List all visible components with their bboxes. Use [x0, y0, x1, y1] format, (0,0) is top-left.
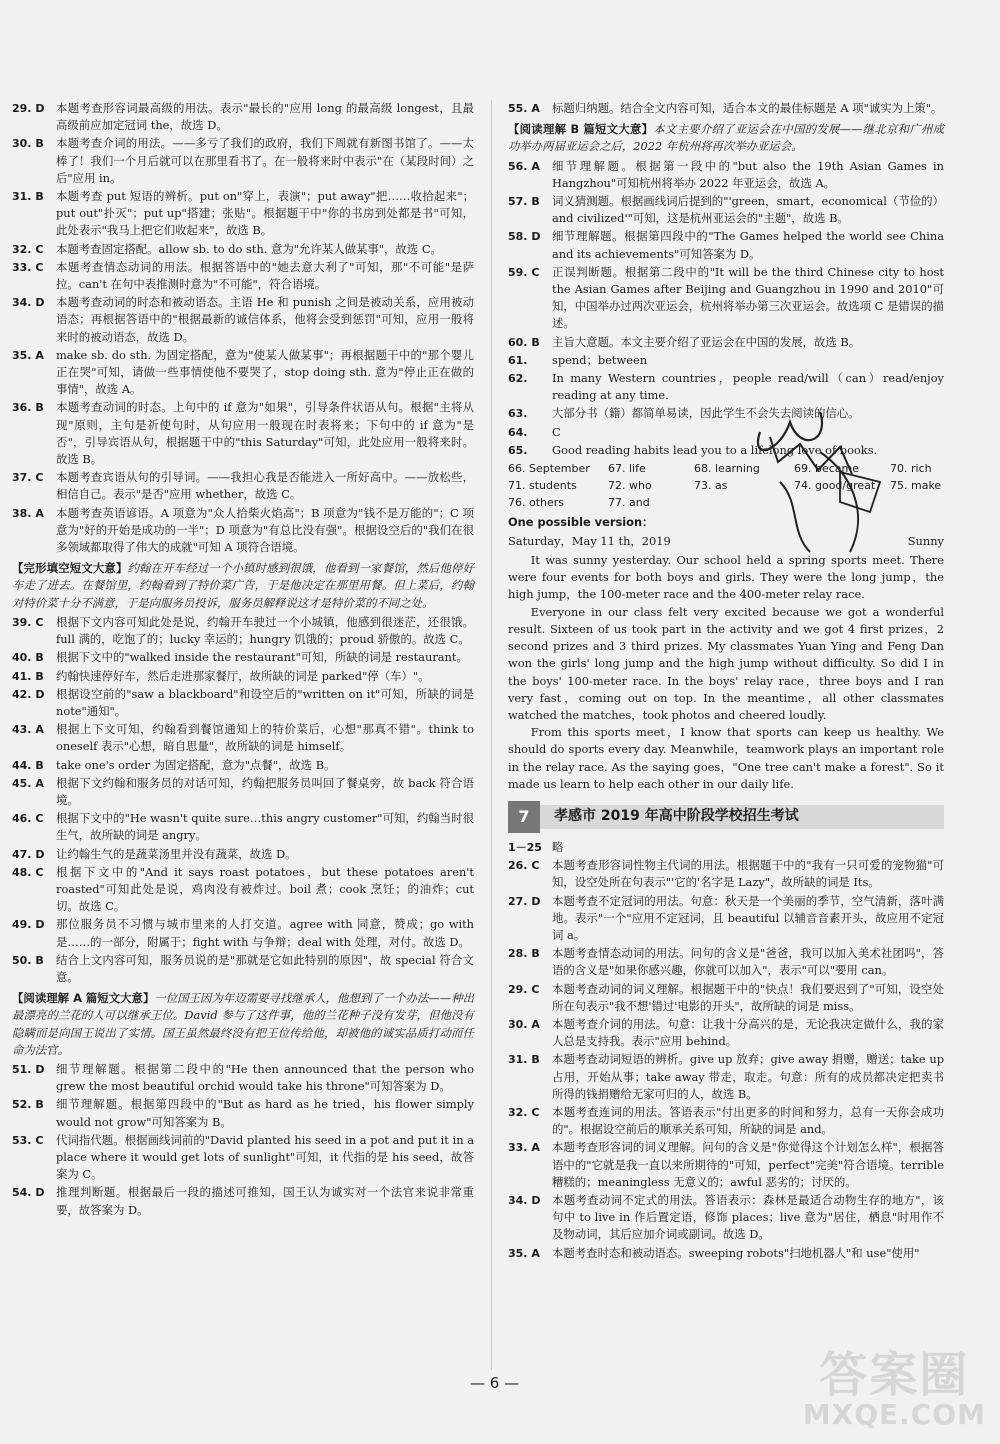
answer-item — [12, 649, 474, 666]
answer-number: 1－25 — [508, 840, 542, 854]
answer-item — [12, 469, 474, 503]
answer-list-4 — [508, 100, 944, 117]
answer-text: 根据设空前的"saw a blackboard"和设空后的"written on it"可知，所缺的词是 note"通知"。 — [56, 686, 474, 718]
answer-item — [12, 135, 474, 187]
banner-number: 7 — [508, 801, 540, 833]
essay-paragraph: Everyone in our class felt very excited because we got a wonderful result. Sixteen of us took part in the activity and we got 4 first prizes，2 second prizes and 3 third prizes. My classmates Yuan Ying and Feng Dan won the girls' long jump and the high jump without difficulty. So did I in the boys' 100-meter race. In the boys' relay race，three boys and I ran very fast，coming out on top. In the meantime，all other classmates watched the matches，took photos and cheered loudly. — [508, 604, 944, 722]
answer-text: 本题考查宾语从句的引导词。——我担心我是否能进入一所好高中。——放松些，相信自己。表示"是否"应用 whether，故选 C。 — [56, 470, 474, 502]
answer-number: 40. B — [12, 651, 44, 665]
answer-item — [508, 1016, 944, 1050]
answer-text: 细节理解题。根据第四段中的"But as hard as he tried，his flower simply would not grow"可知答案为 B。 — [56, 1097, 474, 1129]
answer-number: 32. C — [12, 242, 44, 256]
answer-number: 41. B — [12, 669, 44, 683]
answer-text: 本题考查形容词的词义理解。问句的含义是"你觉得这个计划怎么样"，根据答语中的"它就是我一直以来所期待的"可知，perfect"完美"符合语境。terrible 糟糕的；meaningless 无意义的；awful 恶劣的；讨厌的。 — [552, 1140, 944, 1189]
answer-text: 本题考查介词的用法。——多亏了我们的政府，我们下周就有新图书馆了。——太棒了！我们一个月后就可以在那里看书了。在一般将来时中表示"在（某段时间）之后"应用 in。 — [56, 136, 474, 185]
answer-text: 本题考查动词的时态。上句中的 if 意为"如果"，引导条件状语从句。根据"主将从现"原则，主句是祈使句时，从句应用一般现在时表将来；下句中的 if 意为"是否"，引导宾语从句，根据题干中的"this Saturday"可知，此处应用一般将来时。故选 B。 — [56, 400, 474, 467]
handwritten-stamp — [720, 392, 900, 572]
reading-a-summary — [12, 990, 474, 1059]
answer-text: take one's order 为固定搭配，意为"点餐"，故选 B。 — [56, 757, 336, 772]
answer-text: 词义猜测题。根据画线词后提到的"'green，smart，economical（节俭的）and civilized'"可知，这是杭州亚运会的"主题"，故选 B。 — [552, 194, 944, 226]
answer-number: 31. B — [12, 190, 44, 204]
answer-item — [12, 846, 474, 863]
blank-answer: 72. who — [608, 479, 652, 493]
blank-answer: 74. good/great — [794, 479, 876, 493]
watermark-bottom: MXQE.COM — [802, 1398, 986, 1431]
answer-number: 48. C — [12, 865, 44, 879]
answer-number: 50. B — [12, 953, 44, 967]
answer-number: 60. B — [508, 335, 540, 349]
answer-number: 37. C — [12, 471, 44, 485]
answer-text: 根据下文内容可知此处是说，约翰开车驶过一个小城镇，他感到很迷茫，还很饿。full 满的，吃饱了的；lucky 幸运的；hungry 饥饿的；proud 骄傲的。故选 C。 — [56, 614, 474, 647]
answer-list-3 — [12, 1061, 474, 1219]
reading-b-summary — [508, 121, 944, 155]
answer-item — [12, 505, 474, 557]
essay-weather: Sunny — [907, 533, 944, 548]
left-column — [12, 100, 474, 1220]
answer-number: 32. C — [508, 1105, 540, 1119]
section-body: 一位国王因为年迈需要寻找继承人，他想到了一个办法——种出最漂亮的兰花的人可以继承王位。David 参与了这件事，他的兰花种子没有发芽，但他没有隐瞒而是向国王说出了实情。国王虽然最终没有把王位传给他，却被他的诚实品质打动而任命为法官。 — [12, 991, 474, 1057]
answer-number: 53. C — [12, 1133, 44, 1147]
answer-item — [12, 1096, 474, 1130]
answer-item — [12, 347, 474, 399]
answer-text: 本题考查时态和被动语态。sweeping robots"扫地机器人"和 use"使用" — [552, 1245, 920, 1260]
answer-number: 31. B — [508, 1053, 540, 1067]
section-banner — [508, 801, 944, 833]
answer-number: 35. A — [508, 1246, 540, 1260]
answer-text: 本题考查形容词最高级的用法。表示"最长的"应用 long 的最高级 longest，且最高级前应加定冠词 the，故选 D。 — [56, 101, 474, 133]
answer-item — [12, 1061, 474, 1095]
answer-item — [508, 945, 944, 979]
answer-list-6 — [508, 839, 944, 1262]
blank-answer: 70. rich — [890, 462, 932, 476]
answer-item — [12, 916, 474, 950]
answer-text: 那位服务员不习惯与城市里来的人打交道。agree with 同意，赞成；go with 是……的一部分，附属于；fight with 与争辩；deal with 处理，对付。故选 D。 — [56, 917, 474, 949]
answer-text: 本题考查介词的用法。句意：让我十分高兴的是，无论我决定做什么，我的家人总是支持我。表示"应用 behind。 — [552, 1016, 944, 1049]
cloze-summary — [12, 560, 474, 612]
answer-text: 细节理解题。根据第二段中的"He then announced that the person who grew the most beautiful orchid would take his throne"可知答案为 D。 — [56, 1061, 474, 1094]
answer-text: 推理判断题。根据最后一段的描述可推知，国王认为诚实对一个法官来说非常重要，故答案为 D。 — [56, 1185, 474, 1217]
answer-item — [12, 399, 474, 468]
answer-text: 本题考查连词的用法。答语表示"付出更多的时间和努力，总有一天你会成功的"。根据设空前后的顺承关系可知，所缺的词是 and。 — [552, 1104, 944, 1137]
answer-number: 62. — [508, 372, 528, 386]
answer-text: 结合上文内容可知，服务员说的是"那就是它如此特别的原因"，故 special 符合文意。 — [56, 952, 474, 984]
answer-number: 56. A — [508, 159, 540, 173]
answer-text: 主旨大意题。本文主要介绍了亚运会在中国的发展，故选 B。 — [552, 334, 861, 349]
answer-item — [12, 1184, 474, 1218]
essay-paragraph: It was sunny yesterday. Our school held a spring sports meet. There were four events for both boys and girls. They were the long jump，the high jump，the 100-meter race and the 400-meter relay race. — [508, 553, 944, 602]
answer-text: spend；between — [552, 352, 648, 367]
banner-title: 孝感市 2019 年高中阶段学校招生考试 — [540, 805, 944, 829]
answer-text: 让约翰生气的是蔬菜汤里并没有蔬菜，故选 D。 — [56, 846, 297, 861]
answer-number: 34. D — [508, 1193, 541, 1207]
answer-text: 根据下文约翰和服务员的对话可知，约翰把服务员叫回了餐桌旁，故 back 符合语境。 — [56, 775, 474, 807]
section-body: 本文主要介绍了亚运会在中国的发展——继北京和广州成功举办两届亚运会之后，2022 年杭州将再次举办亚运会。 — [508, 122, 944, 154]
answer-item — [508, 100, 944, 117]
watermark-logo — [802, 1347, 986, 1431]
answer-number: 64. — [508, 425, 528, 439]
answer-number: 33. C — [12, 260, 44, 274]
section-heading: 【完形填空短文大意】 — [12, 561, 128, 576]
answer-item — [508, 1139, 944, 1191]
answer-text: make sb. do sth. 为固定搭配，意为"使某人做某事"；再根据题干中的"那个婴儿正在哭"可知，请做一些事情使他不要哭了，stop doing sth. 意为"停止正在做的事情"，故选 A。 — [56, 347, 474, 397]
answer-text: 本题考查英语谚语。A 项意为"众人拾柴火焰高"；B 项意为"钱不是万能的"；C 项意为"好的开始是成功的一半"；D 项意为"有总比没有强"。根据设空后的"我们在很多领域都取得了伟大的成就"可知 A 项符合语境。 — [56, 505, 474, 555]
blank-answer: 71. students — [508, 479, 577, 493]
answer-number: 45. A — [12, 776, 44, 790]
answer-text: C — [552, 424, 561, 439]
section-heading: 【阅读理解 A 篇短文大意】 — [12, 991, 155, 1006]
answer-text: 正误判断题。根据第二段中的"It will be the third Chinese city to host the Asian Games after Beijing and Guangzhou in 1990 and 2010"可知，中国举办过两次亚运会，杭州将举办第三次亚运会。故选项 C 是错误的描述。 — [552, 264, 944, 331]
answer-number: 42. D — [12, 687, 45, 701]
answer-text: 本题考查形容词性物主代词的用法。根据题干中的"我有一只可爱的宠物猫"可知，设空处所在句表示"'它的'名字是 Lazy"，故所缺的词是 Its。 — [552, 858, 944, 890]
answer-item — [508, 857, 944, 891]
answer-number: 47. D — [12, 847, 45, 861]
answer-number: 54. D — [12, 1186, 45, 1200]
answer-item — [508, 981, 944, 1015]
answer-text: 本题考查动词短语的辨析。give up 放弃；give away 捐赠，赠送；take up 占用，开始从事；take away 带走，取走。句意：所有的成员都决定把卖书所得的钱捐赠给无家可归的人，故选 B。 — [552, 1052, 944, 1101]
answer-item — [12, 775, 474, 809]
answer-item — [12, 721, 474, 755]
answer-text: 本题考查动词的词义理解。根据题干中的"快点！我们要迟到了"可知，设空处所在句表示"我不想'错过'电影的开头"，故所缺的词是 miss。 — [552, 981, 944, 1013]
blank-answer: 69. became — [794, 462, 860, 476]
answer-text: 本题考查不定冠词的用法。句意：秋天是一个美丽的季节，空气清新，落叶满地。表示"一个"应用不定冠词，且 beautiful 以辅音音素开头，故应用不定冠词 a。 — [552, 893, 944, 942]
right-column — [508, 100, 944, 1263]
page-number: — 6 — — [470, 1374, 520, 1392]
answer-number: 63. — [508, 407, 528, 421]
answer-item — [12, 259, 474, 293]
answer-text: 代词指代题。根据画线词前的"David planted his seed in a pot and put it in a place where it would get lots of sunlight"可知，it 代指的是 his seed，故答案为 C。 — [56, 1132, 474, 1182]
blank-answer: 75. make — [890, 479, 942, 493]
answer-item — [12, 100, 474, 134]
answer-number: 36. B — [12, 401, 44, 415]
answer-number: 29. D — [12, 102, 45, 115]
answer-number: 61. — [508, 353, 528, 367]
answer-text: 细节理解题。根据第一段中的"but also the 19th Asian Games in Hangzhou"可知杭州将举办 2022 年亚运会，故选 A。 — [552, 158, 944, 190]
answer-number: 49. D — [12, 918, 45, 932]
answer-text: 本题考查 put 短语的辨析。put on"穿上，表演"；put away"把……收拾起来"；put out"扑灭"；put up"搭建；张贴"。根据题干中"你的书房到处都是书"可知，此处表示"我马上把它们收起来"，故选 B。 — [56, 189, 474, 238]
answer-text: 本题考查情态动词的用法。根据答语中的"她去意大利了"可知，那"不可能"是萨拉。can't 在句中表推测时意为"不可能"，符合语境。 — [56, 259, 474, 292]
answer-text: 本题考查情态动词的用法。问句的含义是"爸爸，我可以加入美术社团吗"，答语的含义是"如果你感兴趣，你就可以加入"，表示"可以"要用 can。 — [552, 946, 944, 978]
answer-number: 35. A — [12, 348, 44, 362]
answer-item — [12, 188, 474, 240]
answer-item — [508, 193, 944, 227]
answer-number: 51. D — [12, 1062, 45, 1076]
blank-answer: 76. others — [508, 496, 565, 510]
answer-item — [12, 686, 474, 720]
answer-item — [508, 1192, 944, 1244]
answer-text: 本题考查动词的时态和被动语态。主语 He 和 punish 之间是被动关系，应用被动语态；再根据答语中的"根据最新的诚信体系，他将会受到惩罚"可知，应用一般将来时的被动语态，故选 D。 — [56, 295, 474, 344]
answer-number: 58. D — [508, 230, 541, 244]
answer-item — [12, 864, 474, 916]
blank-answer: 68. learning — [694, 462, 760, 476]
answer-item — [508, 893, 944, 945]
blank-answer: 67. life — [608, 462, 646, 476]
watermark-top: 答案圈 — [819, 1347, 970, 1403]
answer-item — [508, 1245, 944, 1262]
answer-item — [508, 1051, 944, 1103]
answer-number: 34. D — [12, 296, 45, 310]
answer-text: 细节理解题。根据第四段中的"The Games helped the world see China and its achievements"可知答案为 D。 — [552, 229, 944, 261]
answer-text: Good reading habits lead you to a lifelong love of books. — [552, 442, 878, 457]
essay-date: Saturday，May 11 th，2019 — [508, 533, 671, 548]
answer-item — [12, 294, 474, 346]
answer-item — [508, 352, 944, 369]
answer-number: 27. D — [508, 894, 541, 908]
answer-number: 44. B — [12, 758, 44, 772]
answer-text: 约翰快速停好车，然后走进那家餐厅，故所缺的词是 parked"停（车）"。 — [56, 668, 430, 683]
answer-number: 30. B — [12, 137, 44, 151]
answer-number: 30. A — [508, 1017, 540, 1031]
answer-item — [12, 614, 474, 648]
section-heading: 【阅读理解 B 篇短文大意】 — [508, 122, 654, 137]
blank-answer: 77. and — [608, 496, 650, 510]
answer-number: 39. C — [12, 615, 44, 629]
answer-item — [12, 1132, 474, 1184]
answer-item — [12, 241, 474, 258]
answer-text: 本题考查固定搭配。allow sb. to do sth. 意为"允许某人做某事"，故选 C。 — [56, 241, 442, 256]
answer-item — [508, 1104, 944, 1138]
answer-item — [12, 757, 474, 774]
answer-list-1 — [12, 100, 474, 556]
answer-text: 标题归纳题。结合全文内容可知，适合本文的最佳标题是 A 项"诚实为上策"。 — [552, 101, 943, 115]
blank-answer: 73. as — [694, 479, 728, 493]
model-essay — [508, 552, 944, 793]
answer-number: 38. A — [12, 506, 44, 520]
answer-item — [12, 952, 474, 986]
answer-number: 46. C — [12, 812, 44, 826]
answer-text: 略 — [552, 839, 564, 854]
answer-number: 26. C — [508, 859, 540, 873]
answer-text: 根据下文中的"walked inside the restaurant"可知，所缺的词是 restaurant。 — [56, 650, 468, 665]
answer-number: 59. C — [508, 265, 540, 279]
answer-item — [508, 839, 944, 856]
section-body: 约翰在开车经过一个小镇时感到很饿，他看到一家餐馆，然后他停好车走了进去。在餐馆里，约翰看到了特价菜广告，于是他决定在那里用餐。但上菜后，约翰对特价菜十分不满意，于是向服务员投诉，服务员解释说这才是特价菜的不同之处。 — [12, 561, 474, 610]
answer-number: 55. A — [508, 102, 540, 115]
answer-number: 33. A — [508, 1141, 540, 1155]
column-divider — [491, 100, 492, 1370]
answer-text: 根据下文中的"He wasn't quite sure…this angry customer"可知，约翰当时很生气，故所缺的词是 angry。 — [56, 811, 474, 843]
answer-item — [508, 228, 944, 262]
answer-number: 65. — [508, 443, 528, 457]
version-label: One possible version： — [508, 514, 654, 529]
answer-number: 28. B — [508, 947, 540, 961]
answer-item — [12, 668, 474, 685]
answer-text: 大部分书（籍）都简单易读，因此学生不会失去阅读的信心。 — [552, 406, 860, 421]
answer-list-2 — [12, 614, 474, 986]
answer-number: 43. A — [12, 723, 44, 737]
answer-item — [508, 264, 944, 333]
blank-answer: 66. September — [508, 462, 590, 476]
essay-paragraph: From this sports meet，I know that sports can keep us healthy. We should do sports every day. Meanwhile，teamwork plays an important role in the relay race. As the saying goes，"One tree can't make a forest". So it made us learn to help each other in our daily life. — [508, 725, 944, 791]
answer-text: 根据下文中的"And it says roast potatoes，but these potatoes aren't roasted"可知此处是说，鸡肉没有被炸过。boil 煮；cook 烹饪；的油炸；cut 切。故选 C。 — [56, 864, 474, 914]
answer-item — [12, 810, 474, 844]
answer-number: 29. C — [508, 982, 540, 996]
answer-number: 57. B — [508, 195, 540, 209]
answer-item — [508, 334, 944, 351]
answer-text: In many Western countries，people read/will（can）read/enjoy reading at any time. — [552, 371, 944, 403]
answer-item — [508, 158, 944, 192]
answer-number: 52. B — [12, 1098, 44, 1112]
answer-text: 根据上下文可知，约翰看到餐馆通知上的特价菜后，心想"那真不错"。think to oneself 表示"心想，暗自思量"，故所缺的词是 himself。 — [56, 722, 474, 754]
answer-text: 本题考查动词不定式的用法。答语表示：森林是最适合动物生存的地方"，该句中 to live in 作后置定语，修饰 places；live 意为"居住，栖息"时用作不及物动词，其后应加介词或副词。故选 D。 — [552, 1192, 944, 1242]
